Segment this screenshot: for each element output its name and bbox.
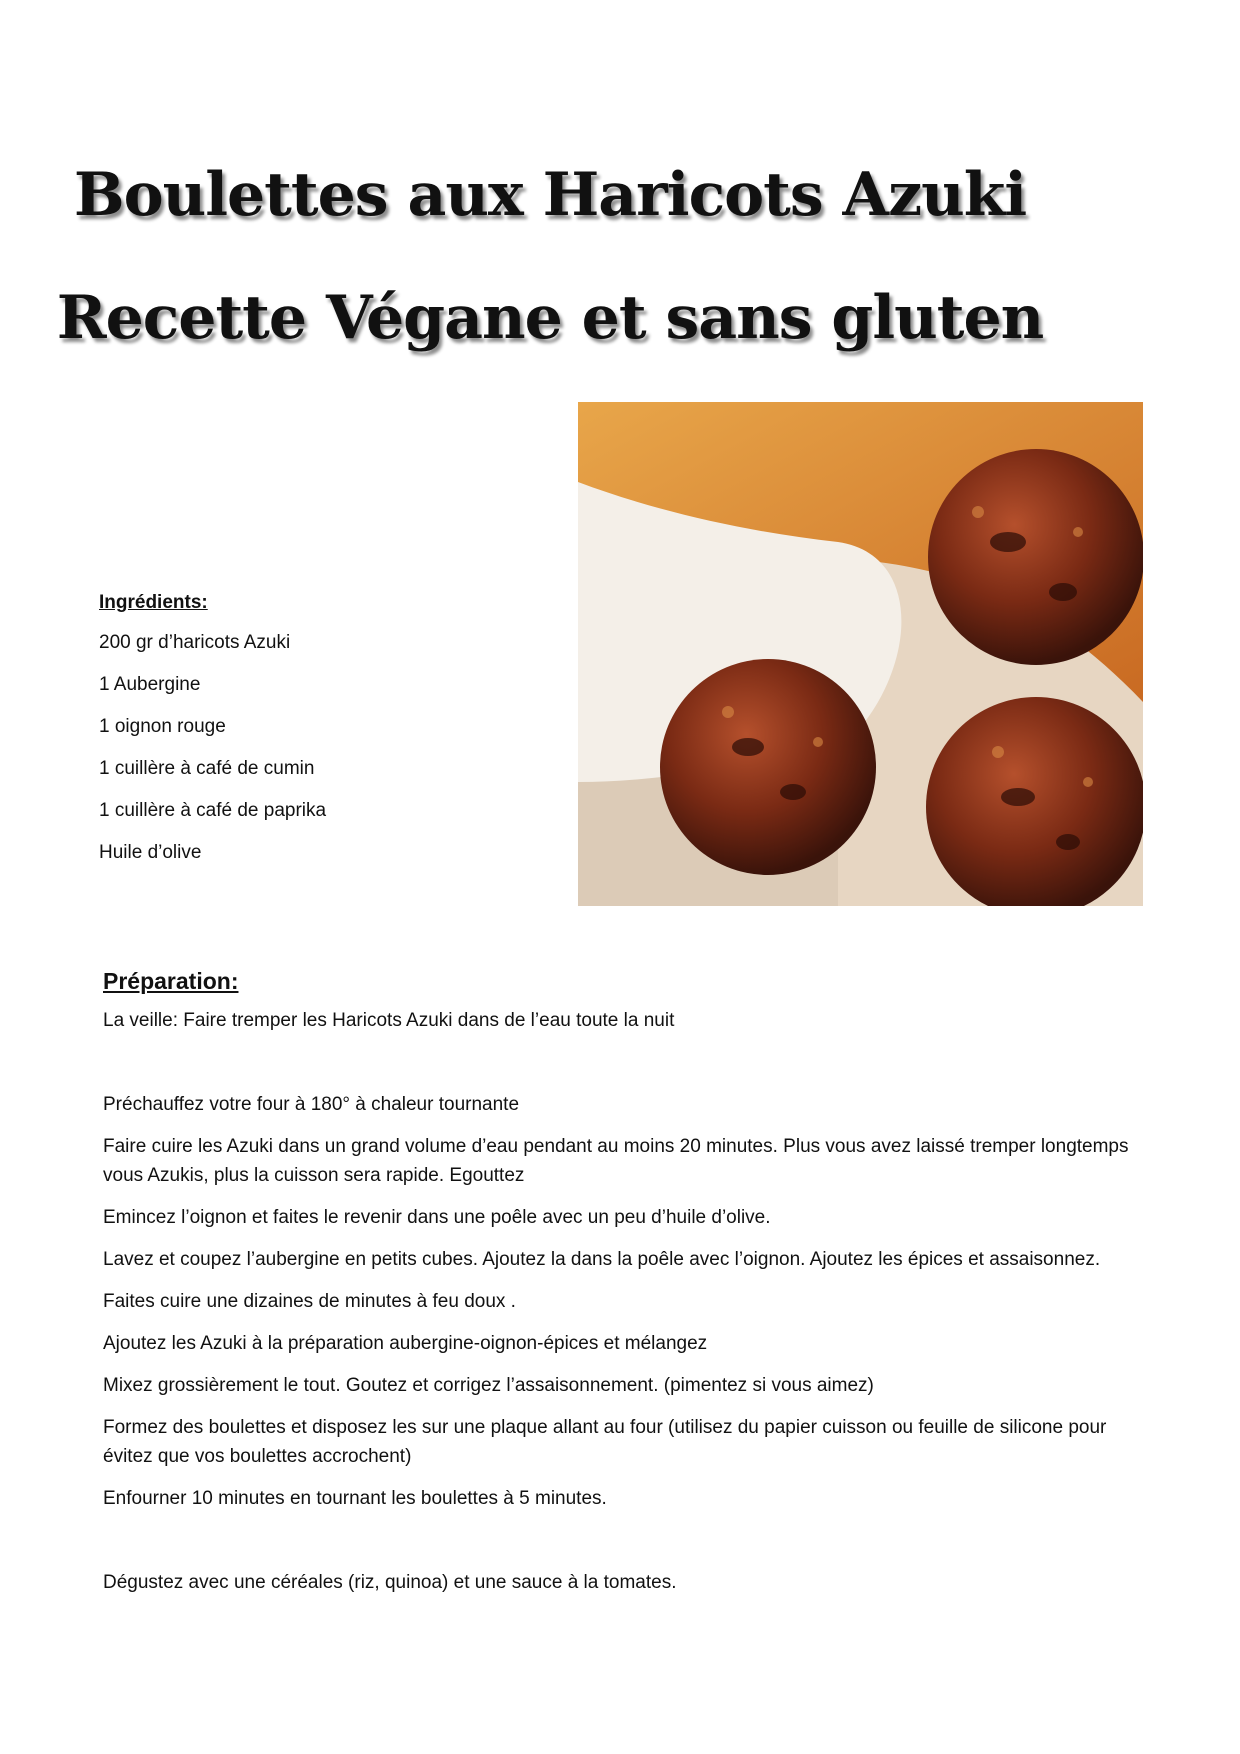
- preparation-step: Formez des boulettes et disposez les sur une plaque allant au four (utilisez du papier cuisson ou feuille de silicone pour évitez que vos boulettes accrochent): [103, 1417, 1107, 1467]
- preparation-step: Lavez et coupez l’aubergine en petits cubes. Ajoutez la dans la poêle avec l’oignon. Ajoutez les épices et assaisonnez.: [103, 1249, 1101, 1270]
- serving-suggestion: Dégustez avec une céréales (riz, quinoa) et une sauce à la tomates.: [103, 1572, 677, 1593]
- ingredient-item: 1 oignon rouge: [99, 716, 226, 737]
- preparation-step: Mixez grossièrement le tout. Goutez et corrigez l’assaisonnement. (pimentez si vous aimez): [103, 1375, 874, 1396]
- preparation-veille: La veille: Faire tremper les Haricots Azuki dans de l’eau toute la nuit: [103, 1010, 675, 1031]
- preparation-step: Préchauffez votre four à 180° à chaleur tournante: [103, 1094, 520, 1115]
- preparation-heading: Préparation:: [103, 968, 239, 994]
- ingredients-list: [99, 632, 519, 884]
- preparation-section: [103, 967, 1143, 1610]
- preparation-step: Faire cuire les Azuki dans un grand volume d’eau pendant au moins 20 minutes. Plus vous avez laissé tremper longtemps vous Azukis, plus la cuisson sera rapide. Egouttez: [103, 1136, 1129, 1186]
- preparation-step: Enfourner 10 minutes en tournant les boulettes à 5 minutes.: [103, 1488, 607, 1509]
- meatballs-photo: [578, 402, 1143, 906]
- recipe-title-line-2: Recette Végane et sans gluten: [56, 283, 1044, 353]
- ingredient-item: 1 Aubergine: [99, 674, 201, 695]
- ingredient-item: 1 cuillère à café de paprika: [99, 800, 327, 821]
- preparation-step: Emincez l’oignon et faites le revenir dans une poêle avec un peu d’huile d’olive.: [103, 1207, 771, 1228]
- ingredient-item: Huile d’olive: [99, 842, 202, 863]
- ingredient-item: 1 cuillère à café de cumin: [99, 758, 315, 779]
- ingredients-heading: Ingrédients:: [99, 592, 208, 613]
- ingredients-section: [99, 592, 519, 884]
- recipe-title-line-1: Boulettes aux Haricots Azuki: [73, 160, 1027, 230]
- ingredient-item: 200 gr d’haricots Azuki: [99, 632, 291, 653]
- preparation-step: Faites cuire une dizaines de minutes à feu doux .: [103, 1291, 516, 1312]
- preparation-step: Ajoutez les Azuki à la préparation aubergine-oignon-épices et mélangez: [103, 1333, 708, 1354]
